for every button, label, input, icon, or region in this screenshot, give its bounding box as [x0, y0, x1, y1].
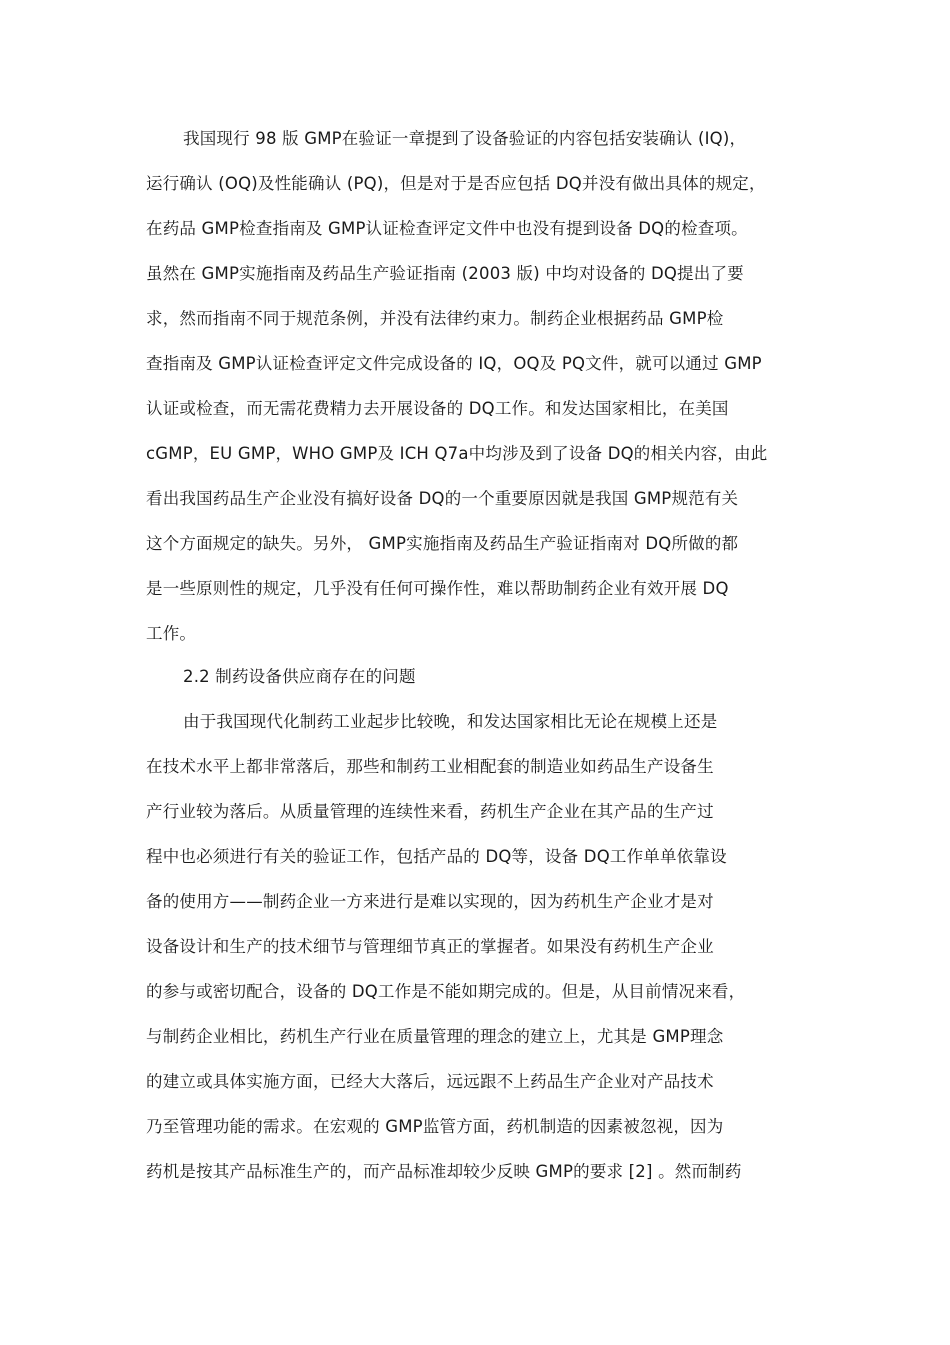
paragraph-2-line-8: 与制药企业相比，药机生产行业在质量管理的理念的建立上，尤其是 GMP理念	[146, 1027, 724, 1046]
paragraph-2-line-3: 产行业较为落后。从质量管理的连续性来看，药机生产企业在其产品的生产过	[146, 802, 714, 821]
paragraph-1-line-7: 认证或检查，而无需花费精力去开展设备的 DQ工作。和发达国家相比，在美国	[146, 399, 729, 418]
paragraph-2-line-10: 乃至管理功能的需求。在宏观的 GMP监管方面，药机制造的因素被忽视，因为	[146, 1117, 724, 1136]
paragraph-1-line-4: 虽然在 GMP实施指南及药品生产验证指南 (2003 版) 中均对设备的 DQ提出了要	[146, 264, 744, 283]
paragraph-2-line-9: 的建立或具体实施方面，已经大大落后，远远跟不上药品生产企业对产品技术	[146, 1072, 714, 1091]
paragraph-1-line-11: 是一些原则性的规定，几乎没有任何可操作性，难以帮助制药企业有效开展 DQ	[146, 579, 729, 598]
paragraph-1-line-2: 运行确认 (OQ)及性能确认 (PQ)，但是对于是否应包括 DQ并没有做出具体的规定，	[146, 174, 766, 193]
paragraph-2-line-2: 在技术水平上都非常落后，那些和制药工业相配套的制造业如药品生产设备生	[146, 757, 714, 776]
paragraph-2-line-1: 由于我国现代化制药工业起步比较晚，和发达国家相比无论在规模上还是	[183, 712, 718, 731]
paragraph-2-line-11: 药机是按其产品标准生产的，而产品标准却较少反映 GMP的要求 [2] 。然而制药	[146, 1162, 742, 1181]
paragraph-2-line-7: 的参与或密切配合，设备的 DQ工作是不能如期完成的。但是，从目前情况来看，	[146, 982, 746, 1001]
paragraph-2-line-4: 程中也必须进行有关的验证工作，包括产品的 DQ等，设备 DQ工作单单依靠设	[146, 847, 727, 866]
paragraph-1-line-3: 在药品 GMP检查指南及 GMP认证检查评定文件中也没有提到设备 DQ的检查项。	[146, 219, 748, 238]
paragraph-2-line-5: 备的使用方——制药企业一方来进行是难以实现的，因为药机生产企业才是对	[146, 892, 714, 911]
paragraph-1-line-5: 求，然而指南不同于规范条例，并没有法律约束力。制药企业根据药品 GMP检	[146, 309, 724, 328]
paragraph-2-line-6: 设备设计和生产的技术细节与管理细节真正的掌握者。如果没有药机生产企业	[146, 937, 714, 956]
paragraph-1-line-8: cGMP，EU GMP，WHO GMP及 ICH Q7a中均涉及到了设备 DQ的相关内容，由此	[146, 444, 768, 463]
section-heading: 2.2 制药设备供应商存在的问题	[183, 667, 416, 686]
paragraph-1-line-10: 这个方面规定的缺失。另外， GMP实施指南及药品生产验证指南对 DQ所做的都	[146, 534, 739, 553]
paragraph-1-line-12: 工作。	[146, 624, 197, 643]
paragraph-1-line-1: 我国现行 98 版 GMP在验证一章提到了设备验证的内容包括安装确认 (IQ)，	[183, 129, 747, 148]
paragraph-1-line-9: 看出我国药品生产企业没有搞好设备 DQ的一个重要原因就是我国 GMP规范有关	[146, 489, 739, 508]
paragraph-1-line-6: 查指南及 GMP认证检查评定文件完成设备的 IQ，OQ及 PQ文件，就可以通过 GMP	[146, 354, 762, 373]
